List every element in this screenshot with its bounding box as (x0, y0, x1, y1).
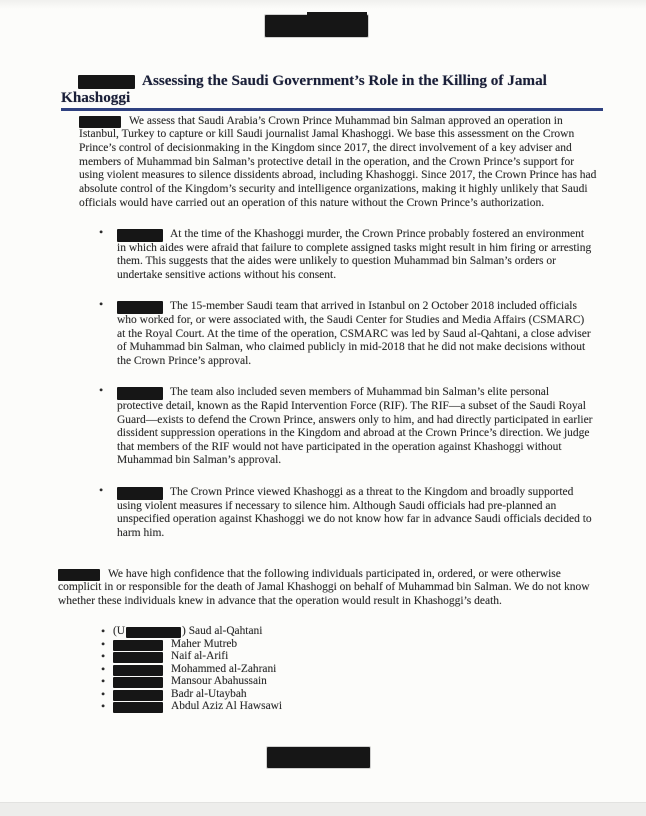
title-line-2: Khashoggi (61, 88, 131, 106)
redaction-bar-bottom-classification (267, 747, 370, 768)
redaction-name-marking (113, 665, 163, 676)
bullet-item (99, 225, 593, 282)
individual-name: Mansour Abahussain (171, 675, 267, 687)
name-item (101, 624, 533, 638)
high-confidence-paragraph (58, 568, 595, 609)
redaction-bullet-marking (117, 387, 163, 400)
classification-marking-close: ) (182, 625, 186, 637)
redaction-name-marking (113, 690, 163, 701)
bullet-marker-icon: • (101, 699, 106, 713)
redaction-name-marking (113, 677, 163, 688)
redaction-bullet-marking (117, 487, 163, 500)
individual-name: Mohammed al-Zahrani (171, 662, 277, 675)
intro-paragraph-text: We assess that Saudi Arabia’s Crown Prince Muhammad bin Salman approved an operation in Istanbul, Turkey to capture or kill Saudi journalist Jamal Khashoggi. We base this assessment on the Crown Prince’s control of decisionmaking in the Kingdom since 2017, the direct involvement of a key adviser and members of Muhammad bin Salman’s protective detail in the operation, and the Crown Prince’s support for using violent measures to silence dissidents abroad, including Khashoggi. Since 2017, the Crown Prince has had absolute control of the Kingdom’s security and intelligence organizations, making it highly unlikely that Saudi officials would have carried out an operation of this nature without the Crown Prince’s authorization. (79, 114, 597, 209)
name-item (101, 661, 533, 676)
redaction-paragraph-marking (79, 116, 121, 128)
bullet-text: The 15-member Saudi team that arrived in Istanbul on 2 October 2018 included officials who worked for, or were associated with, the Saudi Center for Studies and Media Affairs (CSMARC) at the Royal Court. At the time of the operation, CSMARC was led by Saud al-Qahtani, a close adviser of Muhammad bin Salman, who claimed publicly in mid-2018 that he did not make decisions without the Crown Prince’s approval. (117, 300, 591, 367)
redaction-bullet-marking (117, 301, 163, 314)
bullet-item (99, 383, 593, 468)
bullet-text: At the time of the Khashoggi murder, the Crown Prince probably fostered an environment in which aides were afraid that failure to complete assigned tasks might result in him firing or arresting them. This suggests that the aides were unlikely to question Muhammad bin Salman’s orders or undertake sensitive actions without his consent. (117, 228, 592, 281)
bullet-marker-icon: • (99, 482, 104, 497)
bullet-text: The Crown Prince viewed Khashoggi as a threat to the Kingdom and broadly supported using violent measures if necessary to silence him. Although Saudi officials had pre-planned an unspecified operation against Khashoggi we do not know how far in advance Saudi officials decided to harm him. (117, 485, 592, 539)
scan-edge-bottom (0, 802, 646, 816)
name-item (101, 674, 533, 688)
bullet-item (99, 297, 593, 368)
redaction-bullet-marking (117, 229, 163, 242)
redaction-title-marking (78, 75, 135, 89)
name-item (101, 636, 533, 651)
intro-paragraph (79, 115, 599, 211)
individual-name: Saud al-Qahtani (188, 625, 263, 637)
bullet-marker-icon: • (101, 661, 106, 676)
redaction-name-marking (126, 627, 181, 638)
bullet-marker-icon: • (101, 674, 106, 688)
bullet-marker-icon: • (99, 225, 104, 239)
bullet-item (99, 482, 593, 540)
individual-name: Abdul Aziz Al Hawsawi (171, 700, 283, 712)
document-title (61, 73, 603, 111)
name-item (101, 649, 533, 663)
classification-marking-open: (U (113, 625, 126, 637)
name-item (101, 699, 533, 713)
bullet-marker-icon: • (101, 686, 106, 701)
high-confidence-paragraph-text: We have high confidence that the following individuals participated in, ordered, or were otherwise complicit in or responsible for the death of Jamal Khashoggi on behalf of Muhammad bin Salman. We do not know whether these individuals knew in advance that the operation would result in Khashoggi’s death. (58, 567, 590, 607)
bullet-marker-icon: • (101, 636, 106, 651)
individual-name: Badr al-Utaybah (171, 687, 247, 700)
bullet-marker-icon: • (101, 649, 106, 663)
redaction-bar-notch (307, 12, 367, 17)
redaction-name-marking (113, 640, 163, 651)
bullet-marker-icon: • (101, 624, 106, 638)
individual-name: Naif al-Arifi (171, 650, 229, 662)
redaction-bar-top-classification (265, 15, 368, 37)
named-individuals-list (101, 624, 533, 713)
key-judgments-bullet-list (99, 225, 593, 557)
redaction-paragraph-marking (58, 569, 100, 581)
scan-edge-top (0, 0, 646, 9)
individual-name: Maher Mutreb (171, 637, 238, 650)
bullet-marker-icon: • (99, 297, 104, 312)
redaction-name-marking (113, 652, 163, 663)
name-item (101, 686, 533, 701)
title-line-1: Assessing the Saudi Government’s Role in the Killing of Jamal (142, 72, 547, 90)
redaction-name-marking (113, 702, 163, 713)
bullet-text: The team also included seven members of Muhammad bin Salman’s elite personal protective detail, known as the Rapid Intervention Force (RIF). The RIF—a subset of the Saudi Royal Guard—exists to defend the Crown Prince, answers only to him, and had directly participated in earlier dissident suppression operations in the Kingdom and abroad at the Crown Prince’s direction. We judge that members of the RIF would not have participated in the operation against Khashoggi without Muhammad bin Salman’s approval. (117, 386, 593, 467)
bullet-marker-icon: • (99, 383, 104, 398)
